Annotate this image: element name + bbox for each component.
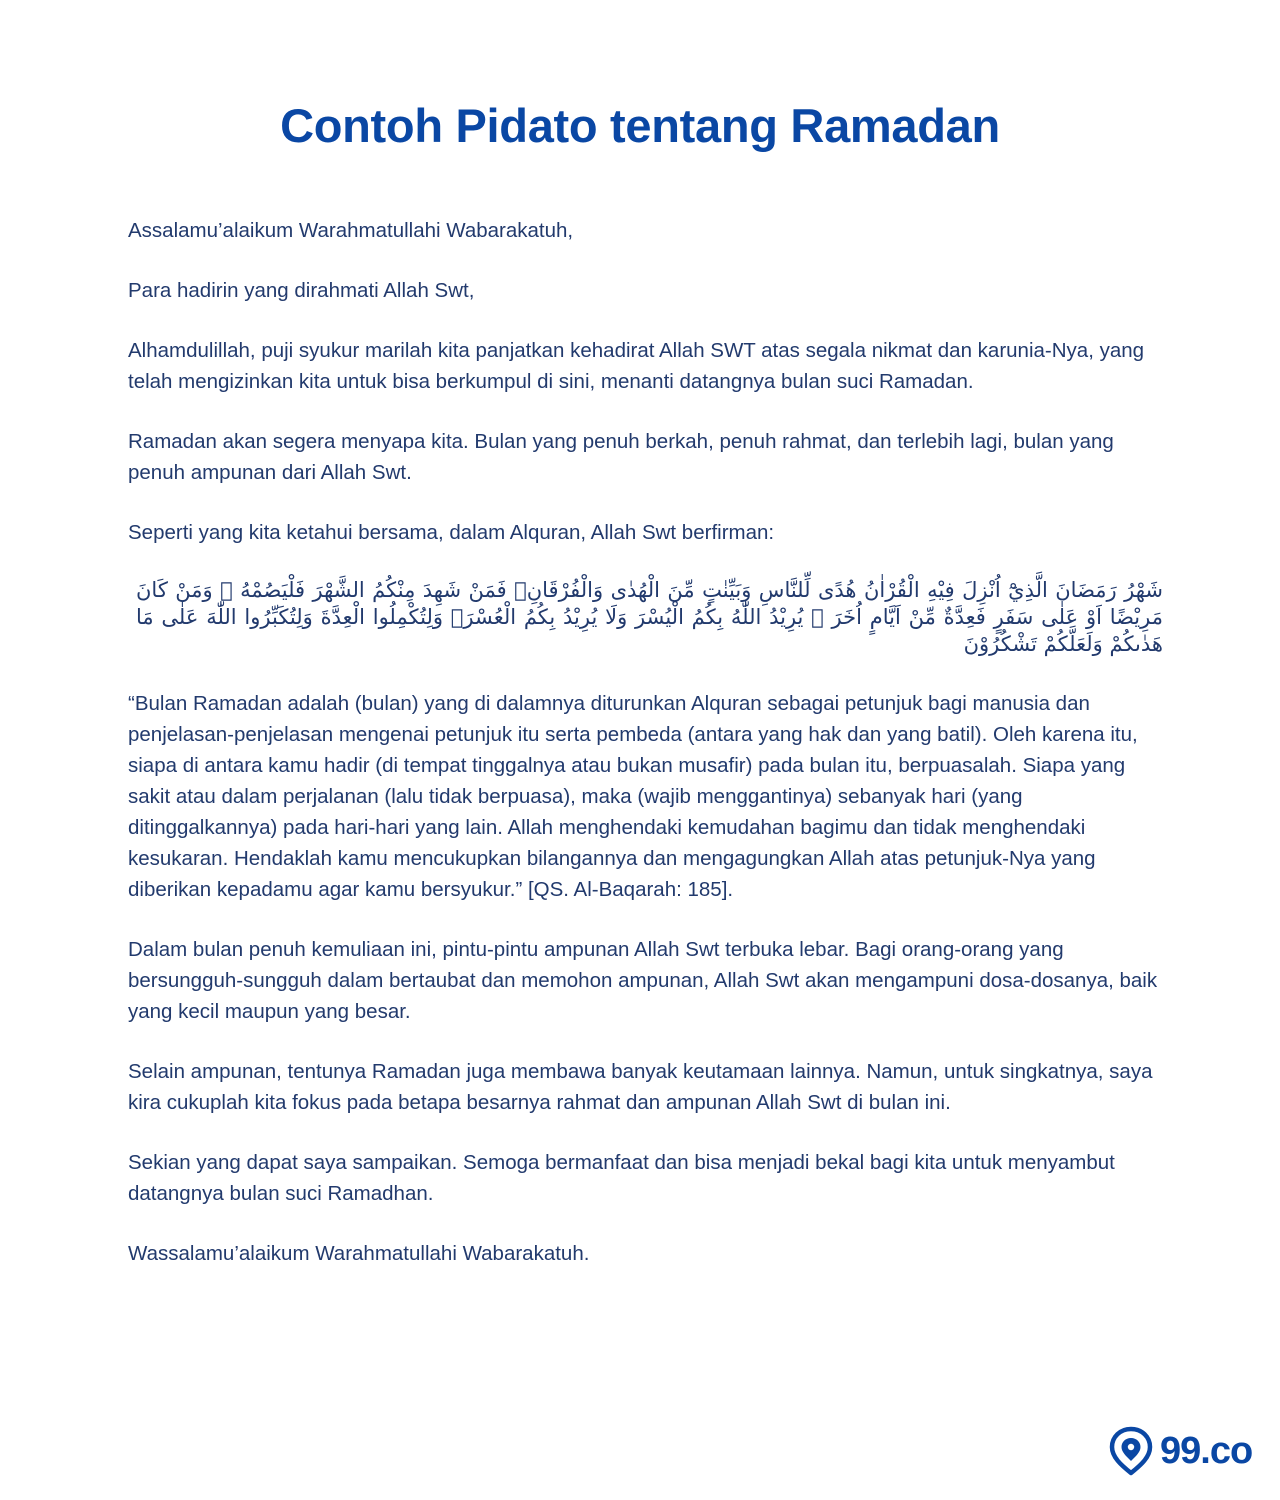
salam-closing: Wassalamu’alaikum Warahmatullahi Wabarakatuh.: [128, 1242, 590, 1265]
greeting-paragraph: Para hadirin yang dirahmati Allah Swt,: [128, 279, 475, 302]
opening-paragraph: Alhamdulillah, puji syukur marilah kita panjatkan kehadirat Allah SWT atas segala nikmat dan karunia-Nya, yang telah mengizinkan kita untuk bisa berkumpul di sini, menanti datangnya bulan suci Ramadan.: [128, 339, 1145, 393]
ramadan-intro-paragraph: Ramadan akan segera menyapa kita. Bulan yang penuh berkah, penuh rahmat, dan terlebih lagi, bulan yang penuh ampunan dari Allah Swt.: [128, 430, 1114, 484]
speech-body: [128, 215, 1163, 1298]
forgiveness-paragraph: Dalam bulan penuh kemuliaan ini, pintu-pintu ampunan Allah Swt terbuka lebar. Bagi orang-orang yang bersungguh-sungguh dalam bertaubat dan memohon ampunan, Allah Swt akan mengampuni dosa-dosanya, baik yang kecil maupun yang besar.: [128, 938, 1158, 1023]
virtues-paragraph: Selain ampunan, tentunya Ramadan juga membawa banyak keutamaan lainnya. Namun, untuk singkatnya, saya kira cukuplah kita fokus pada betapa besarnya rahmat dan ampunan Allah Swt di bulan ini.: [128, 1060, 1153, 1114]
translation-paragraph: “Bulan Ramadan adalah (bulan) yang di dalamnya diturunkan Alquran sebagai petunjuk bagi manusia dan penjelasan-penjelasan mengenai petunjuk itu serta pembeda (antara yang hak dan yang batil). Oleh karena itu, siapa di antara kamu hadir (di tempat tinggalnya atau bukan musafir) pada bulan itu, berpuasalah. Siapa yang sakit atau dalam perjalanan (lalu tidak berpuasa), maka (wajib menggantinya) sebanyak hari (yang ditinggalkannya) pada hari-hari yang lain. Allah menghendaki kemudahan bagimu dan tidak menghendaki kesukaran. Hendaklah kamu mencukupkan bilangannya dan mengagungkan Allah atas petunjuk-Nya yang diberikan kepadamu agar kamu bersyukur.” [QS. Al-Baqarah: 185].: [128, 692, 1138, 901]
logo-text: 99.co: [1160, 1430, 1253, 1472]
arabic-verse: شَهْرُ رَمَضَانَ الَّذِيْٓ اُنْزِلَ فِيْهِ الْقُرْاٰنُ هُدًى لِّلنَّاسِ وَبَيِّنٰتٍ مِّنَ الْهُدٰى وَالْفُرْقَانِۚ فَمَنْ شَهِدَ مِنْكُمُ الشَّهْرَ فَلْيَصُمْهُ ۗ وَمَنْ كَانَ مَرِيْضًا اَوْ عَلٰى سَفَرٍ فَعِدَّةٌ مِّنْ اَيَّامٍ اُخَرَ ۗ يُرِيْدُ اللّٰهُ بِكُمُ الْيُسْرَ وَلَا يُرِيْدُ بِكُمُ الْعُسْرَۖ وَلِتُكْمِلُوا الْعِدَّةَ وَلِتُكَبِّرُوا اللّٰهَ عَلٰى مَا هَدٰىكُمْ وَلَعَلَّكُمْ تَشْكُرُوْنَ: [136, 578, 1163, 656]
salam-opening: Assalamu’alaikum Warahmatullahi Wabarakatuh,: [128, 219, 574, 242]
location-pin-icon: [1108, 1426, 1154, 1476]
page-title: Contoh Pidato tentang Ramadan: [280, 99, 1000, 152]
closing-paragraph: Sekian yang dapat saya sampaikan. Semoga bermanfaat dan bisa menjadi bekal bagi kita untuk menyambut datangnya bulan suci Ramadhan.: [128, 1151, 1115, 1205]
brand-logo: [1108, 1426, 1252, 1476]
quran-intro-paragraph: Seperti yang kita ketahui bersama, dalam Alquran, Allah Swt berfirman:: [128, 521, 775, 544]
